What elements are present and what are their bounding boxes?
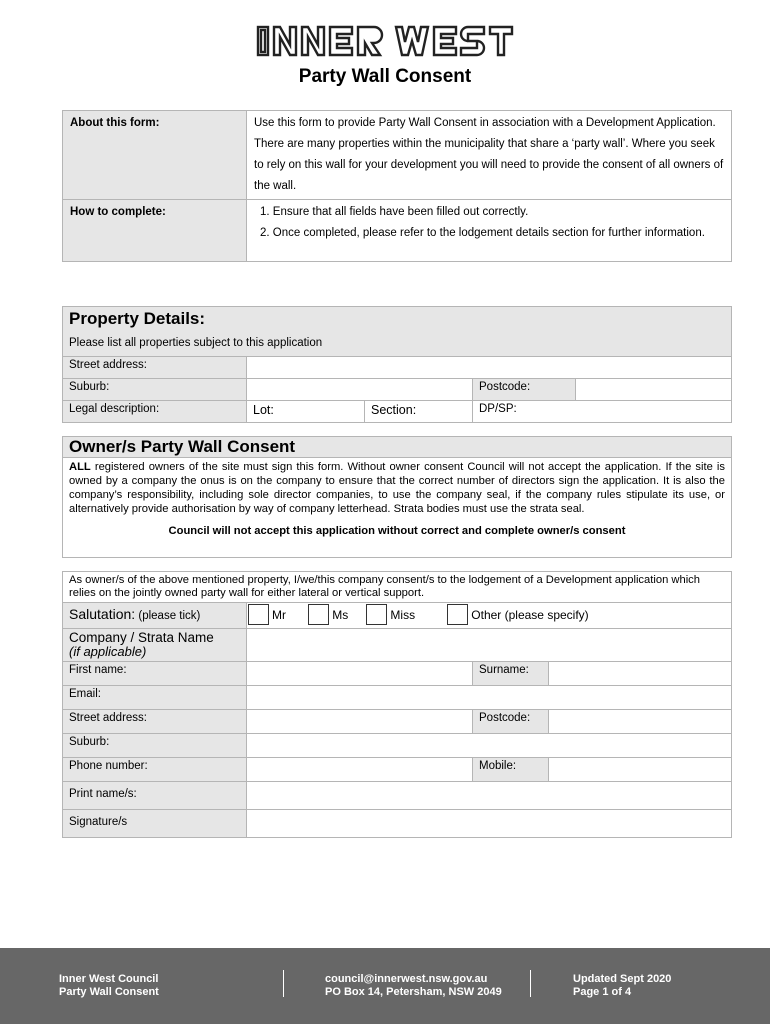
property-street-input[interactable] xyxy=(247,357,732,379)
how-steps xyxy=(247,200,732,262)
email-label: Email: xyxy=(63,686,247,710)
phone-label: Phone number: xyxy=(63,758,247,782)
inner-west-logo-mark xyxy=(254,24,516,58)
page-footer xyxy=(0,948,770,1024)
property-suburb-label: Suburb: xyxy=(63,379,247,401)
footer-divider xyxy=(530,970,531,997)
property-instruction: Please list all properties subject to this application xyxy=(69,337,323,349)
lot-field[interactable]: Lot: xyxy=(247,401,365,423)
salutation-options xyxy=(247,603,732,629)
checkbox-other[interactable] xyxy=(447,604,468,625)
about-line: Use this form to provide Party Wall Consent in association with a Development Application. xyxy=(254,117,716,129)
owner-postcode-label: Postcode: xyxy=(473,710,549,734)
how-label: How to complete: xyxy=(63,200,247,262)
property-details-table xyxy=(62,306,732,423)
company-label xyxy=(63,629,247,662)
mobile-input[interactable] xyxy=(549,758,732,782)
print-name-label: Print name/s: xyxy=(63,782,247,810)
salutation-option-other[interactable] xyxy=(446,604,588,625)
about-table xyxy=(62,110,732,262)
property-legal-label: Legal description: xyxy=(63,401,247,423)
footer-address: PO Box 14, Petersham, NSW 2049 xyxy=(325,986,502,998)
footer-org: Inner West Council xyxy=(59,973,159,985)
surname-input[interactable] xyxy=(549,662,732,686)
option-label: Other (please specify) xyxy=(471,607,589,622)
how-step: 1. Ensure that all fields have been filled out correctly. xyxy=(260,206,529,218)
footer-meta-block xyxy=(573,973,671,999)
owner-details-table xyxy=(62,571,732,838)
consent-statement: As owner/s of the above mentioned property, I/we/this company consent/s to the lodgement of a Development application which relies on the jointly owned party wall for either lateral or vertical support. xyxy=(63,572,732,603)
first-name-label: First name: xyxy=(63,662,247,686)
salutation-hint: (please tick) xyxy=(138,610,201,622)
salutation-option-ms[interactable] xyxy=(307,604,348,625)
how-step: 2. Once completed, please refer to the lodgement details section for further information. xyxy=(260,227,705,239)
footer-email[interactable]: council@innerwest.nsw.gov.au xyxy=(325,973,488,985)
company-input[interactable] xyxy=(247,629,732,662)
page-title: Party Wall Consent xyxy=(298,66,472,87)
option-label: Miss xyxy=(390,607,416,622)
footer-page: Page 1 of 4 xyxy=(573,986,632,998)
checkbox-mr[interactable] xyxy=(248,604,269,625)
salutation-option-mr[interactable] xyxy=(247,604,286,625)
phone-input[interactable] xyxy=(247,758,473,782)
option-label: Mr xyxy=(272,607,286,622)
owner-suburb-label: Suburb: xyxy=(63,734,247,758)
about-line: There are many properties within the municipality that share a ‘party wall’. Where you seek to rely on this wall for your development you will need to provide the consent of all owners of the wall. xyxy=(254,138,724,192)
property-header xyxy=(63,307,732,357)
owner-consent-table xyxy=(62,436,732,558)
signature-input[interactable] xyxy=(247,810,732,838)
first-name-input[interactable] xyxy=(247,662,473,686)
owner-para-text: registered owners of the site must sign this form. Without owner consent Council will not accept the application. If the site is owned by a company the onus is on the company to ensure that the correct number of directors sign the application. It is also the company’s responsibility, including sole director companies, to use the company seal, if the company rules stipulate its use, or alternatively provide authorisation by way of company letterhead. Strata bodies must use the strata seal. xyxy=(69,461,725,515)
print-name-input[interactable] xyxy=(247,782,732,810)
about-label: About this form: xyxy=(63,111,247,200)
footer-org-block xyxy=(59,973,159,999)
property-postcode-label: Postcode: xyxy=(473,379,576,401)
dpsp-field[interactable]: DP/SP: xyxy=(473,401,732,423)
owner-suburb-input[interactable] xyxy=(247,734,732,758)
owner-heading: Owner/s Party Wall Consent xyxy=(63,437,732,458)
owner-street-label: Street address: xyxy=(63,710,247,734)
footer-updated: Updated Sept 2020 xyxy=(573,973,672,985)
owner-consent-text xyxy=(63,458,732,558)
option-label: Ms xyxy=(332,607,349,622)
email-input[interactable] xyxy=(247,686,732,710)
owner-street-input[interactable] xyxy=(247,710,473,734)
checkbox-ms[interactable] xyxy=(308,604,329,625)
property-suburb-input[interactable] xyxy=(247,379,473,401)
salutation-label-text: Salutation: xyxy=(69,606,136,622)
owner-consent-warning: Council will not accept this application without correct and complete owner/s consent xyxy=(168,525,626,537)
about-text xyxy=(247,111,732,200)
property-postcode-input[interactable] xyxy=(576,379,732,401)
inner-west-logo xyxy=(0,24,770,61)
company-hint: (if applicable) xyxy=(69,644,147,659)
footer-doc: Party Wall Consent xyxy=(59,986,159,998)
salutation-option-miss[interactable] xyxy=(365,604,415,625)
property-street-label: Street address: xyxy=(63,357,247,379)
surname-label: Surname: xyxy=(473,662,549,686)
footer-divider xyxy=(283,970,284,997)
checkbox-miss[interactable] xyxy=(366,604,387,625)
mobile-label: Mobile: xyxy=(473,758,549,782)
owner-para-bold: ALL xyxy=(69,461,91,473)
footer-contact-block xyxy=(325,973,502,999)
owner-postcode-input[interactable] xyxy=(549,710,732,734)
property-heading: Property Details: xyxy=(69,309,206,328)
salutation-label xyxy=(63,603,247,629)
section-field[interactable]: Section: xyxy=(365,401,473,423)
company-label-text: Company / Strata Name xyxy=(69,630,214,645)
signature-label: Signature/s xyxy=(63,810,247,838)
